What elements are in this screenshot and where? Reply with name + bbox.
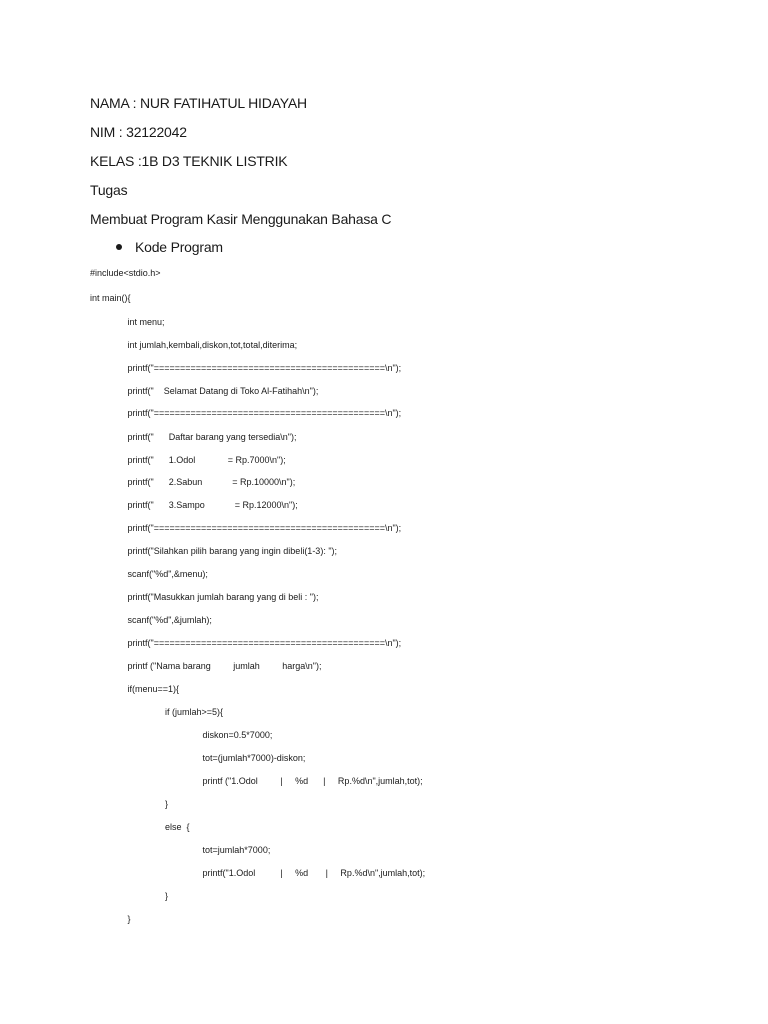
code-line: if(menu==1){ xyxy=(90,684,180,694)
code-line: printf("============================================\n"); xyxy=(90,363,402,373)
code-line: if (jumlah>=5){ xyxy=(90,707,224,717)
code-line: printf ("1.Odol | %d | Rp.%d\n",jumlah,tot); xyxy=(90,776,423,786)
code-line: diskon=0.5*7000; xyxy=(90,730,273,740)
code-line: else { xyxy=(90,822,190,832)
code-line: printf("============================================\n"); xyxy=(90,523,402,533)
bullet-label: Kode Program xyxy=(135,239,223,255)
code-line: printf("Silahkan pilih barang yang ingin dibeli(1-3): "); xyxy=(90,546,338,556)
code-line: scanf("%d",&menu); xyxy=(90,569,208,579)
code-line: printf("1.Odol | %d | Rp.%d\n",jumlah,tot); xyxy=(90,868,426,878)
code-line: scanf("%d",&jumlah); xyxy=(90,615,212,625)
bullet-icon xyxy=(116,244,122,250)
assignment-label: Tugas xyxy=(90,182,128,198)
code-line: printf(" 3.Sampo = Rp.12000\n"); xyxy=(90,500,298,510)
code-line: printf("============================================\n"); xyxy=(90,408,402,418)
student-nim: NIM : 32122042 xyxy=(90,124,187,140)
code-line: printf("============================================\n"); xyxy=(90,638,402,648)
code-line: #include<stdio.h> xyxy=(90,268,161,278)
code-line: printf("Masukkan jumlah barang yang di beli : "); xyxy=(90,592,319,602)
code-line: tot=(jumlah*7000)-diskon; xyxy=(90,753,306,763)
student-class: KELAS :1B D3 TEKNIK LISTRIK xyxy=(90,153,288,169)
code-line: tot=jumlah*7000; xyxy=(90,845,271,855)
student-name: NAMA : NUR FATIHATUL HIDAYAH xyxy=(90,95,307,111)
code-line: printf(" Selamat Datang di Toko Al-Fatihah\n"); xyxy=(90,386,319,396)
code-line: printf(" Daftar barang yang tersedia\n"); xyxy=(90,432,297,442)
assignment-title: Membuat Program Kasir Menggunakan Bahasa C xyxy=(90,211,392,227)
code-line: } xyxy=(90,891,169,901)
code-line: int jumlah,kembali,diskon,tot,total,diterima; xyxy=(90,340,298,350)
code-line: printf(" 2.Sabun = Rp.10000\n"); xyxy=(90,477,296,487)
code-line: } xyxy=(90,799,169,809)
code-line: } xyxy=(90,914,131,924)
code-line: int main(){ xyxy=(90,293,131,303)
code-line: printf(" 1.Odol = Rp.7000\n"); xyxy=(90,455,286,465)
code-line: int menu; xyxy=(90,317,165,327)
code-line: printf ("Nama barang jumlah harga\n"); xyxy=(90,661,322,671)
